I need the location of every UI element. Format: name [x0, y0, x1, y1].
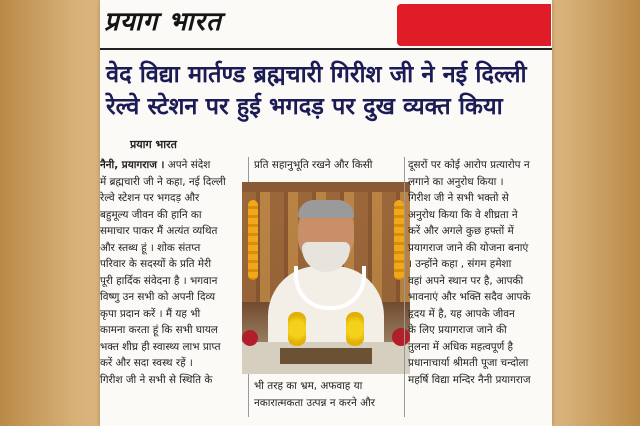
column-3-line: लगाने का अनुरोध किया ।: [408, 175, 504, 188]
column-3-line: भावनाएं और भक्ति सदैव आपके: [408, 291, 531, 303]
column-1-line: और स्तब्ध हूं । शोक संतप्त: [100, 241, 201, 254]
masthead-title: प्रयाग भारत: [104, 7, 222, 37]
marigold-garland-left: [248, 200, 258, 280]
column-3-line: तुलना में अधिक महत्वपूर्ण है: [408, 340, 514, 353]
column-1-line: में ब्रह्मचारी जी ने कहा, नई दिल्ली: [100, 175, 226, 188]
column-1-line: नैनी, प्रयागराज । अपने संदेश: [100, 159, 211, 171]
headline-line-1: वेद विद्या मार्तण्ड ब्रह्मचारी गिरीश जी ने नई दिल्ली: [106, 60, 527, 88]
column-1-line: कामना करता हूं कि सभी घायल: [100, 324, 218, 336]
byline: प्रयाग भारत: [130, 138, 177, 151]
article-column-3: [408, 157, 552, 423]
column-2-line: नकारात्मकता उत्पन्न न करने और: [254, 396, 375, 409]
column-1-line: समाचार पाकर मैं अत्यंत व्यथित: [100, 225, 218, 237]
column-1-line: विष्णु उन सभी को अपनी दिव्य: [100, 291, 216, 303]
article-photo: [242, 182, 410, 374]
column-divider: [404, 157, 405, 417]
masthead: [100, 0, 552, 46]
column-1-line: भक्त शीघ्र ही स्वास्थ्य लाभ प्राप्त: [100, 340, 221, 353]
headline: [106, 58, 548, 122]
column-3-line: दूसरों पर कोई आरोप प्रत्यारोप न: [408, 159, 530, 171]
column-3-line: अनुरोध किया कि वे शीघ्रता ने: [408, 208, 518, 221]
column-3-line: प्रधानाचार्या श्रीमती पूजा चन्दोला: [408, 357, 529, 369]
person-hair: [298, 200, 354, 218]
column-1-line: परिवार के सदस्यों के प्रति मेरी: [100, 258, 212, 270]
column-1-line: गिरीश जी ने सभी से स्थिति के: [100, 373, 213, 386]
column-1-line: पूरी हार्दिक संवेदना है । भगवान: [100, 274, 218, 287]
column-2-line: प्रति सहानुभूति रखने और किसी: [254, 159, 373, 171]
rose-left: [242, 330, 258, 346]
column-3-line: गिरीश जी ने सभी भक्तो से: [408, 192, 509, 204]
name-plaque: [280, 348, 372, 364]
article-column-2-bottom: [254, 378, 400, 424]
column-1-line: रेल्वे स्टेशन पर भगदड़ और: [100, 192, 200, 204]
article-column-1: [100, 157, 244, 423]
column-3-line: करें और अगले कुछ हफ्तों में: [408, 225, 514, 237]
headline-line-2: रेल्वे स्टेशन पर हुई भगदड़ पर दुख व्यक्त किया: [106, 92, 503, 120]
flower-bouquet-left: [288, 312, 306, 346]
column-3-line: के लिए प्रयागराज जाने की: [408, 324, 507, 336]
column-3-line: प्रयागराज जाने की योजना बनाएं: [408, 241, 529, 254]
column-3-line: । उन्होंने कहा , संगम हमेशा: [408, 258, 512, 270]
masthead-rule: [100, 48, 552, 50]
marigold-garland-right: [394, 200, 404, 280]
newspaper-clipping: [100, 0, 552, 426]
masthead-red-banner: [397, 4, 551, 46]
column-1-line: कृपा प्रदान करें । मैं यह भी: [100, 307, 201, 320]
column-2-line: भी तरह का भ्रम, अफवाह या: [254, 380, 363, 392]
column-1-line: बहुमूल्य जीवन की हानि का: [100, 208, 202, 221]
article-column-2-top: [254, 157, 400, 185]
dateline: नैनी, प्रयागराज ।: [100, 159, 165, 171]
column-3-line: वहां अपने स्थान पर है, आपकी: [408, 274, 524, 287]
column-3-line: हृदय में है, यह आपके जीवन: [408, 307, 515, 320]
flower-bouquet-right: [346, 312, 364, 346]
column-1-line: करें और सदा स्वस्थ रहें ।: [100, 357, 193, 369]
column-3-line: महर्षि विद्या मन्दिर नैनी प्रयागराज: [408, 373, 531, 386]
